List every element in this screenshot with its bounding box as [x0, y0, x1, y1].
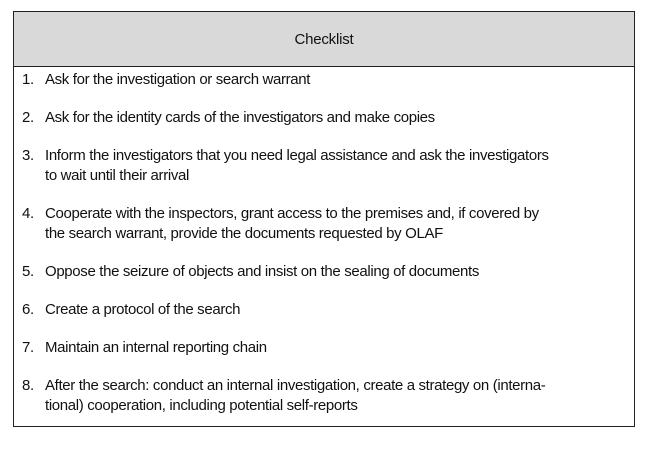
checklist-table	[13, 11, 635, 427]
item-number: 8.	[22, 377, 34, 394]
item-text-line: to wait until their arrival	[45, 167, 189, 184]
checklist-item	[14, 338, 634, 358]
item-text-line: the search warrant, provide the documents requested by OLAF	[45, 225, 443, 242]
item-number: 3.	[22, 147, 34, 164]
item-number: 4.	[22, 205, 34, 222]
checklist-header	[14, 12, 634, 67]
checklist-item	[14, 70, 634, 90]
item-number: 5.	[22, 263, 34, 280]
item-number: 7.	[22, 339, 34, 356]
checklist-item	[14, 300, 634, 320]
checklist-title: Checklist	[294, 30, 354, 48]
item-text-line: Create a protocol of the search	[45, 301, 241, 318]
item-text-line: Maintain an internal reporting chain	[45, 339, 267, 356]
item-text-line: Oppose the seizure of objects and insist on the sealing of documents	[45, 263, 479, 280]
item-text-line: Inform the investigators that you need legal assistance and ask the investigators	[45, 147, 549, 164]
checklist-item	[14, 146, 634, 186]
checklist-list	[14, 67, 634, 416]
checklist-item	[14, 262, 634, 282]
item-text-line: Ask for the identity cards of the investigators and make copies	[45, 109, 435, 126]
checklist-item	[14, 376, 634, 416]
item-text-line: After the search: conduct an internal investigation, create a strategy on (interna-	[45, 377, 546, 394]
item-text-line: Cooperate with the inspectors, grant access to the premises and, if covered by	[45, 205, 539, 222]
item-number: 1.	[22, 71, 34, 88]
item-text-line: Ask for the investigation or search warrant	[45, 71, 311, 88]
checklist-item	[14, 108, 634, 128]
checklist-item	[14, 204, 634, 244]
item-number: 2.	[22, 109, 34, 126]
item-text-line: tional) cooperation, including potential self-reports	[45, 397, 358, 414]
item-number: 6.	[22, 301, 34, 318]
